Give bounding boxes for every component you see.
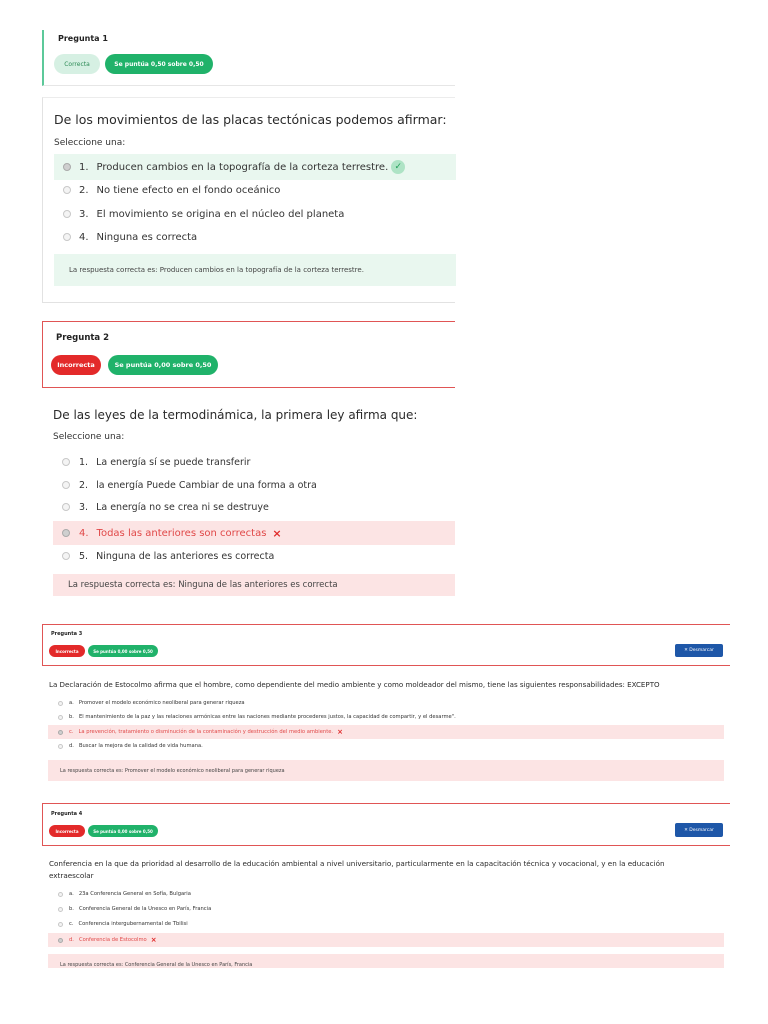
question-3-body: [42, 672, 730, 784]
option-number: c.: [69, 921, 74, 927]
radio-selected[interactable]: [58, 730, 63, 735]
question-4-body: [42, 852, 730, 972]
answer-option-c[interactable]: [48, 918, 724, 930]
answer-option-b[interactable]: [48, 903, 724, 915]
answer-option-a[interactable]: [48, 888, 724, 900]
option-text: Promover el modelo económico neoliberal para generar riqueza: [78, 700, 245, 706]
option-text: 23a Conferencia General en Sofía, Bulgaria: [78, 891, 191, 897]
option-text: La energía no se crea ni se destruye: [96, 501, 269, 513]
question-4-header: [42, 803, 730, 846]
radio-button[interactable]: [63, 210, 71, 218]
question-title: Pregunta 3: [51, 631, 83, 637]
radio-button[interactable]: [63, 186, 71, 194]
answer-option-3[interactable]: [54, 203, 456, 225]
radio-button[interactable]: [62, 458, 70, 466]
option-number: a.: [69, 891, 74, 897]
score-badge: Se puntúa 0,00 sobre 0,50: [108, 355, 218, 375]
question-title: Pregunta 2: [56, 333, 110, 343]
answer-option-4[interactable]: [53, 521, 455, 545]
correct-answer-feedback: La respuesta correcta es: Conferencia General de la Unesco en París, Francia: [48, 954, 724, 968]
radio-button[interactable]: [58, 892, 63, 897]
question-title: Pregunta 4: [51, 811, 83, 817]
option-number: 2.: [79, 184, 89, 196]
option-number: 3.: [79, 208, 89, 220]
option-number: 4.: [79, 231, 89, 243]
unmark-button[interactable]: ✕ Desmarcar: [675, 644, 723, 657]
radio-button[interactable]: [58, 907, 63, 912]
option-number: 1.: [79, 161, 89, 173]
status-badge: Incorrecta: [51, 355, 101, 375]
cross-icon: ×: [272, 526, 282, 540]
status-badge: Correcta: [54, 54, 100, 74]
option-text: Conferencia General de la Unesco en París, Francia: [78, 906, 212, 912]
radio-button[interactable]: [62, 503, 70, 511]
question-text: Conferencia en la que da prioridad al desarrollo de la educación ambiental a nivel universitario, particularmente en la capacitación técnica y vocacional, y en la educación: [49, 859, 665, 868]
option-text: Ninguna de las anteriores es correcta: [96, 550, 275, 562]
question-text: De las leyes de la termodinámica, la primera ley afirma que:: [53, 408, 418, 422]
correct-answer-feedback: La respuesta correcta es: Producen cambios en la topografía de la corteza terrestre.: [54, 254, 456, 286]
radio-button[interactable]: [58, 715, 63, 720]
status-badge: Incorrecta: [49, 825, 85, 837]
radio-selected[interactable]: [62, 529, 70, 537]
unmark-button[interactable]: ✕ Desmarcar: [675, 823, 723, 837]
check-icon: ✓: [391, 160, 405, 174]
option-text: La energía sí se puede transferir: [96, 456, 251, 468]
option-number: 3.: [79, 501, 89, 513]
question-text-continued: extraescolar: [49, 871, 94, 880]
option-number: b.: [69, 714, 74, 720]
answer-option-4[interactable]: [54, 226, 456, 248]
cross-icon: ×: [337, 728, 343, 736]
correct-answer-feedback: La respuesta correcta es: Ninguna de las anteriores es correcta: [53, 574, 455, 596]
question-title: Pregunta 1: [58, 34, 108, 43]
option-number: d.: [69, 743, 74, 749]
score-badge: Se puntúa 0,00 sobre 0,50: [88, 645, 158, 657]
answer-option-3[interactable]: [53, 496, 455, 518]
option-text: la energía Puede Cambiar de una forma a otra: [96, 479, 317, 491]
option-text: Conferencia de Estocolmo: [78, 937, 147, 943]
radio-selected[interactable]: [63, 163, 71, 171]
answer-option-d[interactable]: [48, 740, 724, 752]
radio-button[interactable]: [63, 233, 71, 241]
option-number: a.: [69, 700, 74, 706]
score-badge: Se puntúa 0,00 sobre 0,50: [88, 825, 158, 837]
option-text: Producen cambios en la topografía de la corteza terrestre.: [96, 161, 389, 173]
score-badge: Se puntúa 0,50 sobre 0,50: [105, 54, 213, 74]
question-3-header: [42, 624, 730, 666]
radio-button[interactable]: [58, 744, 63, 749]
option-text: Conferencia intergubernamental de Tbilisi: [78, 921, 188, 927]
option-number: 1.: [79, 456, 89, 468]
select-label: Seleccione una:: [53, 432, 125, 442]
question-2-header: [42, 321, 455, 388]
option-number: b.: [69, 906, 74, 912]
question-1-body: [42, 97, 455, 303]
option-text: El mantenimiento de la paz y las relaciones armónicas entre las naciones mediante procederes justos, la capacidad de compartir, y el desarme".: [78, 714, 456, 720]
option-number: c.: [69, 729, 74, 735]
option-text: El movimiento se origina en el núcleo del planeta: [96, 208, 345, 220]
status-badge: Incorrecta: [49, 645, 85, 657]
radio-button[interactable]: [62, 481, 70, 489]
select-label: Seleccione una:: [54, 138, 126, 148]
option-text: Todas las anteriores son correctas: [96, 527, 267, 539]
option-number: d.: [69, 937, 74, 943]
answer-option-2[interactable]: [53, 474, 455, 496]
answer-option-c[interactable]: [48, 725, 724, 739]
radio-selected[interactable]: [58, 938, 63, 943]
question-text: De los movimientos de las placas tectónicas podemos afirmar:: [54, 112, 447, 127]
answer-option-d[interactable]: [48, 933, 724, 947]
correct-answer-feedback: La respuesta correcta es: Promover el modelo económico neoliberal para generar riqueza: [48, 760, 724, 781]
answer-option-a[interactable]: [48, 697, 724, 709]
question-1-header: [42, 30, 455, 86]
radio-button[interactable]: [62, 552, 70, 560]
option-number: 2.: [79, 479, 89, 491]
radio-button[interactable]: [58, 922, 63, 927]
option-number: 5.: [79, 550, 89, 562]
option-number: 4.: [79, 527, 89, 539]
answer-option-5[interactable]: [53, 545, 455, 567]
option-text: Ninguna es correcta: [96, 231, 198, 243]
question-2-body: [42, 398, 455, 598]
answer-option-2[interactable]: [54, 179, 456, 201]
answer-option-1[interactable]: [53, 451, 455, 473]
answer-option-1[interactable]: [54, 154, 456, 180]
answer-option-b[interactable]: [48, 711, 724, 723]
option-text: Buscar la mejora de la calidad de vida humana.: [78, 743, 203, 749]
option-text: La prevención, tratamiento o disminución de la contaminación y destrucción del medio ambiente.: [78, 729, 334, 735]
radio-button[interactable]: [58, 701, 63, 706]
cross-icon: ×: [150, 936, 157, 944]
question-text: La Declaración de Estocolmo afirma que el hombre, como dependiente del medio ambiente y como moldeador del mismo, tiene las siguientes responsabilidades: EXCEPTO: [49, 680, 660, 689]
option-text: No tiene efecto en el fondo oceánico: [96, 184, 281, 196]
